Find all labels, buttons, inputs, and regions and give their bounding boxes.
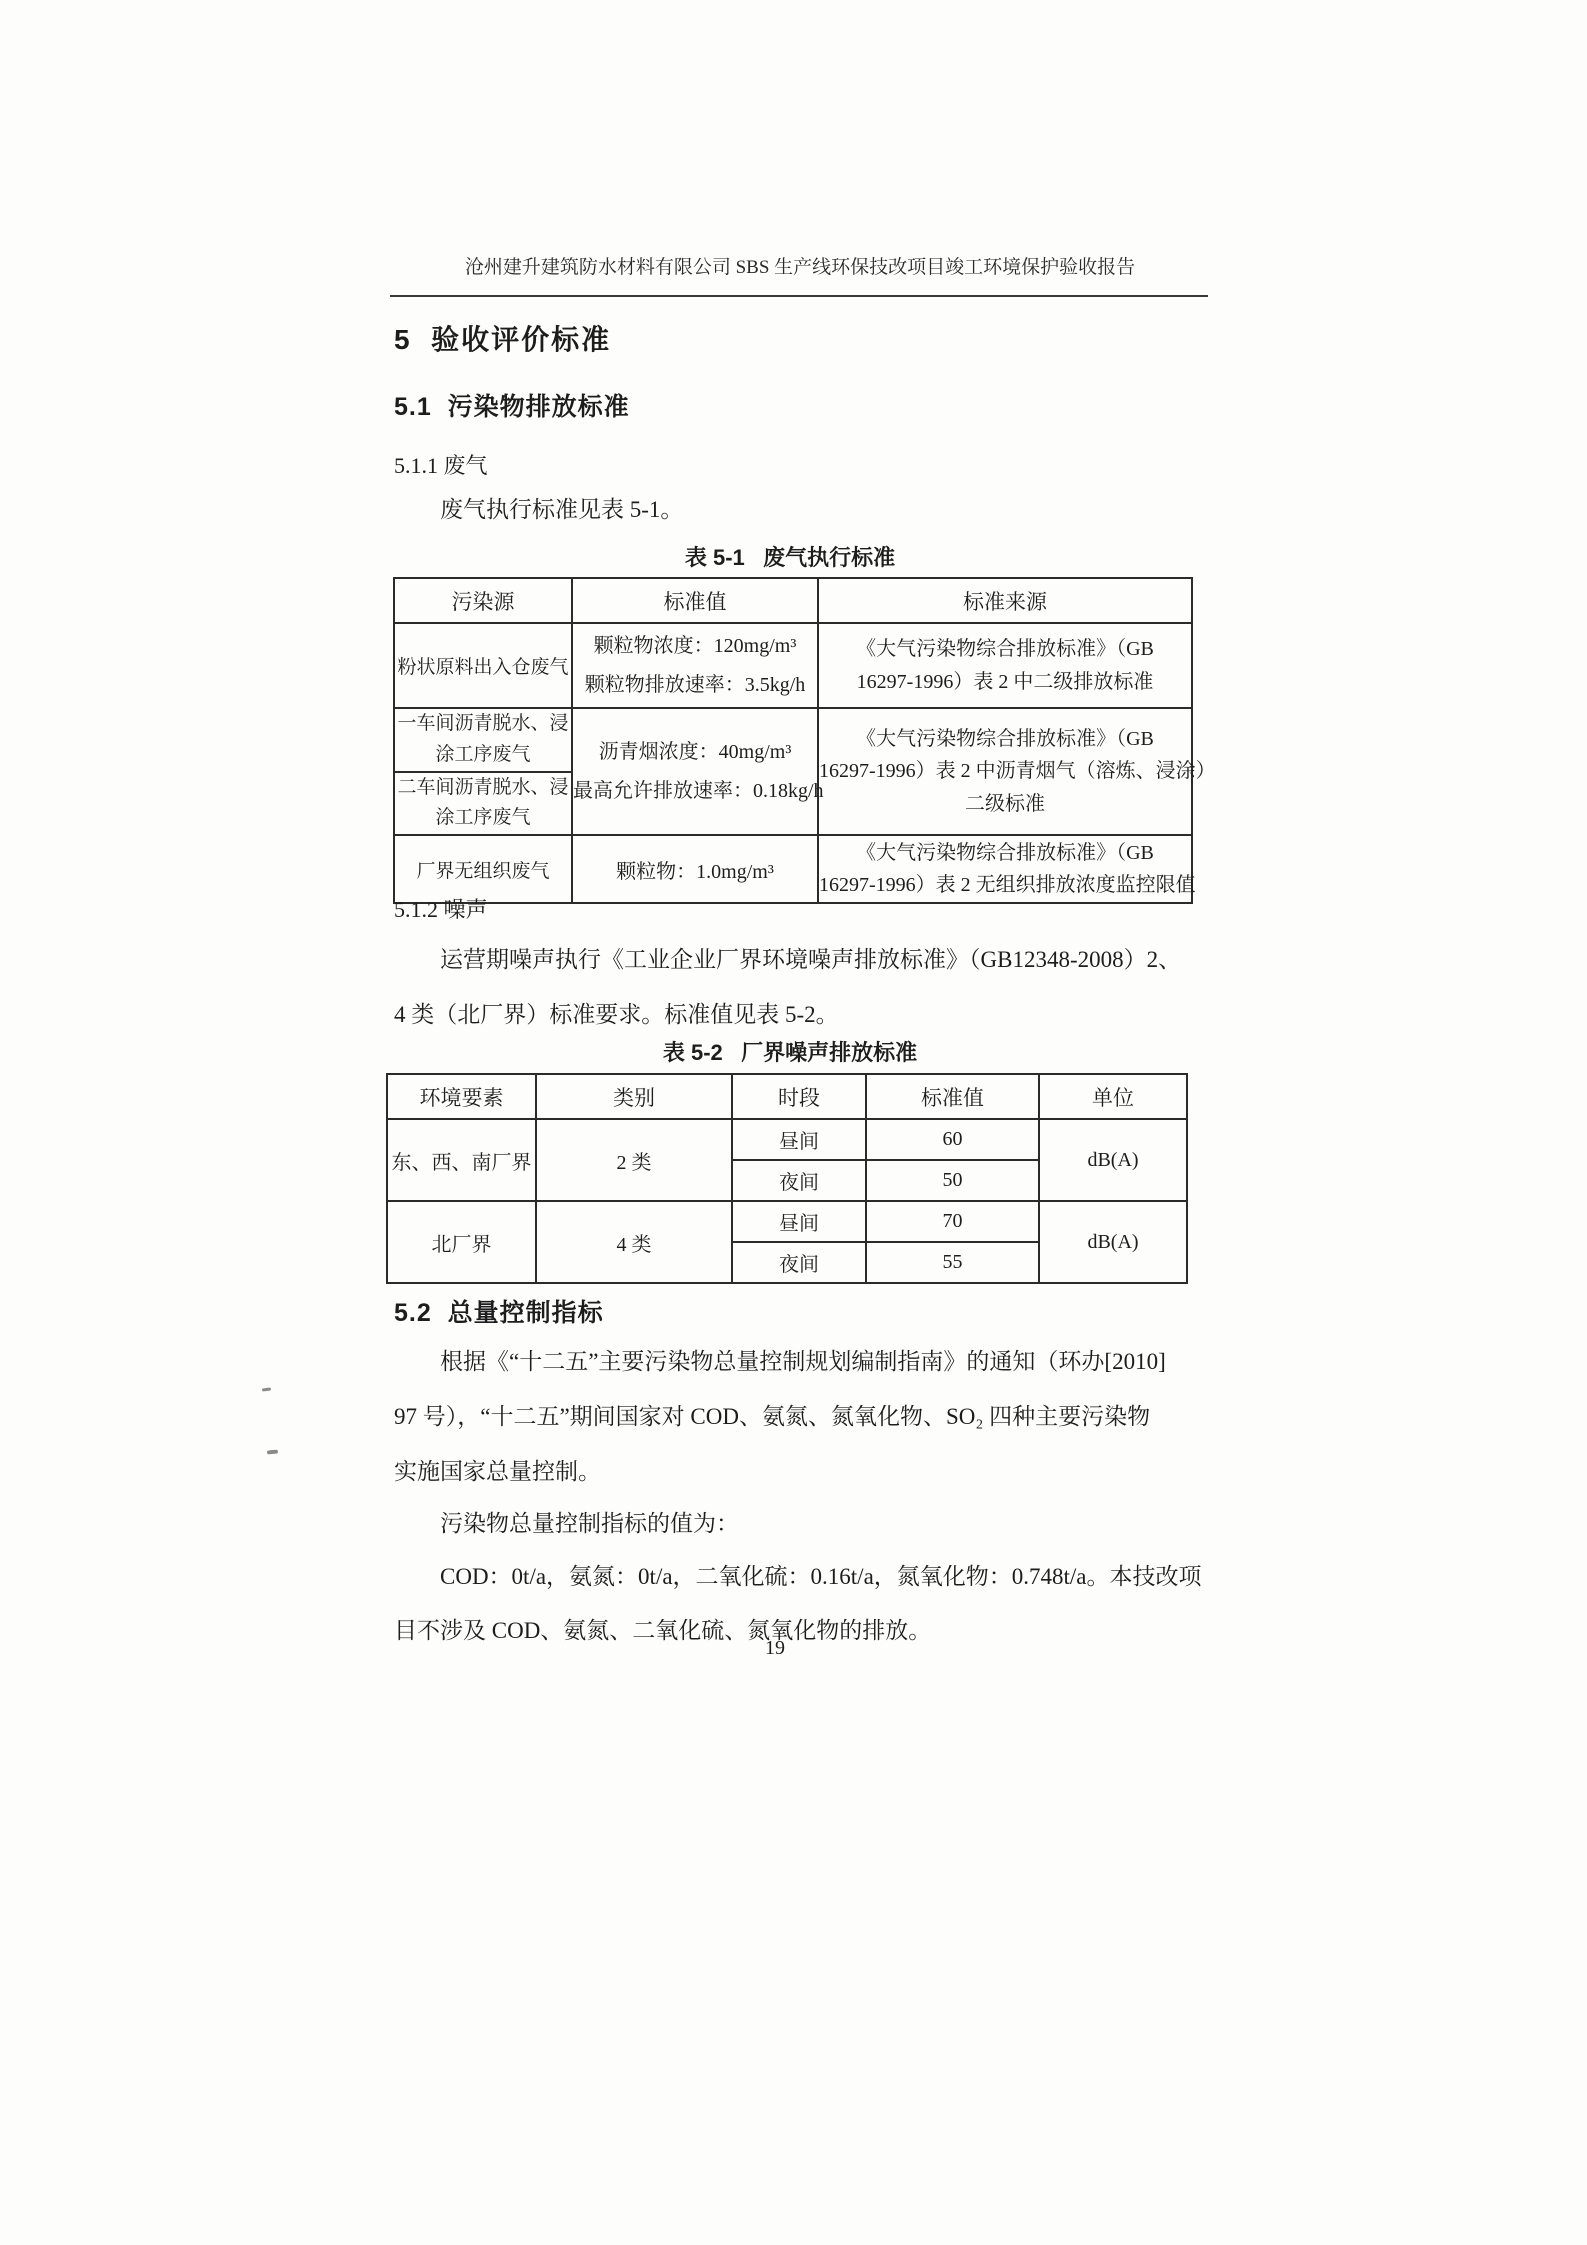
t51-r1-value-line2: 颗粒物排放速率：3.5kg/h: [584, 673, 806, 696]
t52-header-category: 类别: [536, 1074, 732, 1119]
table-row: [387, 1201, 1187, 1242]
table-row: [394, 708, 1192, 772]
t51-r1-origin: [818, 623, 1192, 708]
total-control-paragraph-line3: 实施国家总量控制。: [394, 1459, 601, 1484]
t51-r4-value: 颗粒物：1.0mg/m³: [572, 835, 818, 903]
t52-header-environment-element: 环境要素: [387, 1074, 536, 1119]
t52-header-period: 时段: [732, 1074, 866, 1119]
t52-g2-day-value: 70: [866, 1201, 1039, 1242]
waste-gas-intro-text: 废气执行标准见表 5-1。: [440, 497, 684, 522]
t51-r1-value-line1: 颗粒物浓度：120mg/m³: [593, 634, 797, 657]
noise-standards-table: [386, 1073, 1188, 1284]
t52-header-unit: 单位: [1039, 1074, 1187, 1119]
table-5-1-caption: 表 5-1 废气执行标准: [684, 545, 896, 570]
t51-r1-value: [572, 623, 818, 708]
waste-gas-standards-table: [393, 577, 1216, 904]
table-row: [387, 1074, 1187, 1119]
table-row: [394, 623, 1192, 708]
total-control-paragraph-line1: 根据《“十二五”主要污染物总量控制规划编制指南》的通知（环办[2010]: [440, 1349, 1166, 1374]
t51-r4-source: 厂界无组织废气: [394, 835, 572, 903]
t51-r3-source-line2: 涂工序废气: [435, 807, 531, 829]
t51-r23-origin: [818, 708, 1216, 835]
indicator-values-line1: COD：0t/a，氨氮：0t/a，二氧化硫：0.16t/a，氮氧化物：0.748t/a。本技改项: [440, 1564, 1202, 1589]
noise-paragraph-line1: 运营期噪声执行《工业企业厂界环境噪声排放标准》（GB12348-2008）2、: [440, 947, 1182, 972]
t51-r1-origin-line2: 16297-1996）表 2 中二级排放标准: [856, 670, 1154, 693]
t51-r1-origin-line1: 《大气污染物综合排放标准》（GB: [856, 638, 1154, 661]
t51-r4-origin: [818, 835, 1196, 903]
t51-r23-value-line1: 沥青烟浓度：40mg/m³: [598, 740, 792, 763]
t52-g1-day-value: 60: [866, 1119, 1039, 1160]
table-row: [394, 578, 1192, 623]
scan-speck: [267, 1450, 278, 1455]
noise-paragraph-line2: 4 类（北厂界）标准要求。标准值见表 5-2。: [394, 1002, 839, 1027]
t52-g2-unit: dB(A): [1039, 1201, 1187, 1283]
table-row: [387, 1119, 1187, 1160]
t52-g1-area: 东、西、南厂界: [387, 1119, 536, 1201]
section-5-heading: 5 验收评价标准: [394, 324, 612, 355]
t51-header-standard-origin: 标准来源: [818, 578, 1192, 623]
t52-g2-category: 4 类: [536, 1201, 732, 1283]
scan-speck: [262, 1387, 271, 1391]
section-5-1-2-heading: 5.1.2 噪声: [394, 897, 488, 922]
t51-r23-origin-line1: 《大气污染物综合排放标准》（GB: [856, 727, 1154, 750]
indicator-values-intro-text: 污染物总量控制指标的值为：: [440, 1511, 739, 1536]
t51-r1-source: 粉状原料出入仓废气: [394, 623, 572, 708]
t52-g2-area: 北厂界: [387, 1201, 536, 1283]
table-row: [394, 835, 1192, 903]
section-5-1-1-heading: 5.1.1 废气: [394, 453, 488, 478]
t51-header-standard-value: 标准值: [572, 578, 818, 623]
t52-g1-day-period: 昼间: [732, 1119, 866, 1160]
t51-r3-source: [394, 772, 572, 836]
t52-g2-day-period: 昼间: [732, 1201, 866, 1242]
page-number: 19: [765, 1637, 785, 1659]
running-header: 沧州建升建筑防水材料有限公司 SBS 生产线环保技改项目竣工环境保护验收报告: [464, 257, 1136, 278]
t51-r4-origin-line1: 《大气污染物综合排放标准》（GB: [856, 841, 1154, 864]
t51-r23-origin-line2: 16297-1996）表 2 中沥青烟气（溶炼、浸涂）: [819, 760, 1216, 783]
indicator-values-line2: 目不涉及 COD、氨氮、二氧化硫、氮氧化物的排放。: [394, 1618, 932, 1643]
t51-r3-source-line1: 二车间沥青脱水、浸: [397, 776, 569, 798]
t51-r2-source-line1: 一车间沥青脱水、浸: [397, 713, 569, 734]
t51-r23-value: [572, 708, 824, 835]
t51-header-pollution-source: 污染源: [394, 578, 572, 623]
t51-r23-value-line2: 最高允许排放速率：0.18kg/h: [573, 779, 824, 802]
total-control-paragraph-line2: 97 号），“十二五”期间国家对 COD、氨氮、氮氧化物、SO₂ 四种主要污染物: [394, 1404, 1151, 1429]
t52-g1-category: 2 类: [536, 1119, 732, 1201]
t52-g2-night-value: 55: [866, 1242, 1039, 1283]
t51-r2-source-line2: 涂工序废气: [435, 743, 531, 765]
t51-r4-origin-line2: 16297-1996）表 2 无组织排放浓度监控限值: [819, 874, 1196, 897]
t52-g2-night-period: 夜间: [732, 1242, 866, 1283]
t52-header-standard-value: 标准值: [866, 1074, 1039, 1119]
t52-g1-night-value: 50: [866, 1160, 1039, 1201]
t51-r2-source: [394, 708, 572, 772]
section-5-1-heading: 5.1 污染物排放标准: [394, 393, 630, 421]
header-rule: [390, 295, 1208, 297]
section-5-2-heading: 5.2 总量控制指标: [394, 1299, 604, 1327]
t51-r23-origin-line3: 二级标准: [965, 792, 1045, 815]
t52-g1-unit: dB(A): [1039, 1119, 1187, 1201]
t52-g1-night-period: 夜间: [732, 1160, 866, 1201]
table-5-2-caption: 表 5-2 厂界噪声排放标准: [662, 1040, 918, 1065]
